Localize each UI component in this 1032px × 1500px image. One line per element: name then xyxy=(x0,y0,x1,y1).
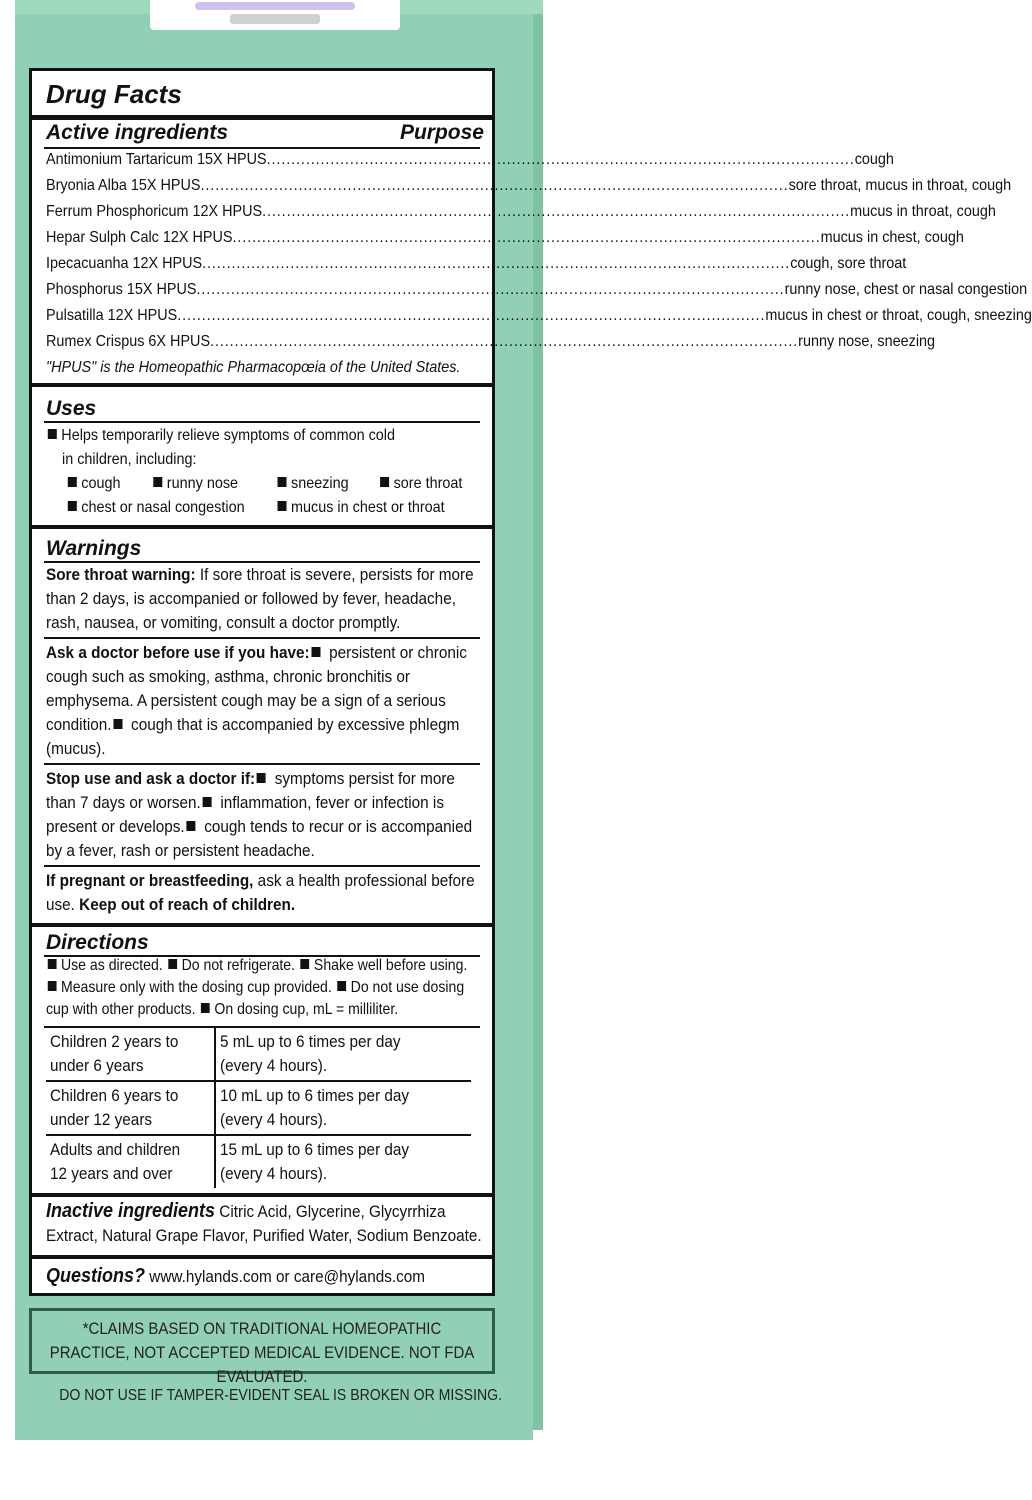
bullet-square xyxy=(68,477,77,487)
ask-doctor-warning xyxy=(46,641,486,761)
section-rule-inactive xyxy=(32,1193,492,1197)
dosage-age xyxy=(46,1135,215,1188)
ingredient-row xyxy=(46,151,894,169)
ingredient-row xyxy=(46,203,996,221)
ask-doctor-text-2: cough that is accompanied by excessive phlegm (mucus). xyxy=(46,715,460,758)
ingredient-row xyxy=(46,281,1028,299)
bullet-square xyxy=(278,501,287,511)
section-rule-directions xyxy=(32,923,492,927)
dosage-age-text: Adults and children 12 years and over xyxy=(50,1140,181,1183)
dosage-age-text: Children 2 years to under 6 years xyxy=(50,1032,179,1075)
warnings-divider-2 xyxy=(44,763,480,765)
symptom-mucus: mucus in chest or throat xyxy=(291,499,445,516)
uses-symptoms-row-1 xyxy=(66,475,506,493)
uses-line-1 xyxy=(46,427,434,445)
warnings-heading: Warnings xyxy=(46,537,142,560)
ingredient-row xyxy=(46,255,907,273)
ingredient-row xyxy=(46,307,1032,325)
leader-dots: ........................................................................................................................ xyxy=(210,333,799,350)
purpose-heading: Purpose xyxy=(399,121,484,144)
sore-throat-warning xyxy=(46,563,486,635)
dosage-age-text: Children 6 years to under 12 years xyxy=(50,1086,179,1129)
direction-1: Use as directed. xyxy=(60,957,163,974)
pregnancy-label: If pregnant or breastfeeding, xyxy=(46,871,254,890)
ask-doctor-text-1: persistent or chronic cough such as smoking, asthma, chronic bronchitis or emphysema. A persistent cough may be a sign of a serious condition. xyxy=(46,643,467,734)
logo-text-mark xyxy=(230,14,320,24)
section-rule-questions xyxy=(32,1255,492,1259)
ingredient-name: Antimonium Tartaricum 15X HPUS xyxy=(46,151,267,168)
ingredients-rule xyxy=(44,147,480,149)
bullet-square xyxy=(311,647,320,657)
ingredient-purpose: cough xyxy=(854,151,894,168)
stop-use-text-3: cough tends to recur or is accompanied by a fever, rash or persistent headache. xyxy=(46,817,473,860)
directions-text xyxy=(46,955,486,1021)
direction-2: Do not refrigerate. xyxy=(181,957,296,974)
ingredient-purpose: cough, sore throat xyxy=(790,255,907,272)
symptom-cough: cough xyxy=(81,475,121,492)
ask-doctor-label: Ask a doctor before use if you have: xyxy=(46,643,310,662)
ingredient-name: Hepar Sulph Calc 12X HPUS xyxy=(46,229,233,246)
dosage-amount-text: 5 mL up to 6 times per day (every 4 hours). xyxy=(220,1032,401,1075)
package-side xyxy=(533,10,543,1430)
ingredient-purpose: mucus in chest, cough xyxy=(820,229,964,246)
inactive-ingredients xyxy=(46,1199,486,1248)
leader-dots: ........................................................................................................................ xyxy=(196,281,785,298)
direction-6: On dosing cup, mL = milliliter. xyxy=(214,1001,399,1018)
symptom-runny-nose: runny nose xyxy=(166,475,239,492)
leader-dots: ........................................................................................................................ xyxy=(177,307,766,324)
bullet-square xyxy=(201,1003,210,1013)
uses-text-1: Helps temporarily relieve symptoms of common cold xyxy=(61,427,396,444)
bullet-square xyxy=(48,981,57,991)
ingredient-name: Phosphorus 15X HPUS xyxy=(46,281,197,298)
ingredient-name: Rumex Crispus 6X HPUS xyxy=(46,333,211,350)
stop-use-text-1: symptoms persist for more than 7 days or worsen. xyxy=(46,769,455,812)
warnings-divider-3 xyxy=(44,865,480,867)
bullet-square xyxy=(203,797,212,807)
dosage-amount xyxy=(215,1135,471,1188)
tamper-text: DO NOT USE IF TAMPER-EVIDENT SEAL IS BROKEN OR MISSING. xyxy=(59,1387,503,1404)
pregnancy-warning xyxy=(46,869,486,917)
leader-dots: ........................................................................................................................ xyxy=(262,203,851,220)
claims-text: *CLAIMS BASED ON TRADITIONAL HOMEOPATHIC PRACTICE, NOT ACCEPTED MEDICAL EVIDENCE. NOT FDA EVALUATED. xyxy=(49,1319,475,1386)
bullet-square xyxy=(113,719,122,729)
questions xyxy=(46,1264,486,1289)
drug-facts-title: Drug Facts xyxy=(46,79,182,109)
symptom-sneezing: sneezing xyxy=(291,475,349,492)
bullet-square xyxy=(257,773,266,783)
logo-swirl xyxy=(195,2,355,10)
bullet-square xyxy=(186,821,195,831)
dosage-amount-text: 15 mL up to 6 times per day (every 4 hours). xyxy=(220,1140,410,1183)
hpus-note-text: "HPUS" is the Homeopathic Pharmacopœia of the United States. xyxy=(46,359,461,376)
title-rule xyxy=(32,115,492,120)
symptom-congestion: chest or nasal congestion xyxy=(81,499,245,516)
bullet-square xyxy=(301,959,310,969)
ingredient-name: Ipecacuanha 12X HPUS xyxy=(46,255,203,272)
bullet-square xyxy=(48,959,57,969)
dosage-amount xyxy=(215,1081,471,1135)
warnings-divider-1 xyxy=(44,637,480,639)
ingredient-name: Ferrum Phosphoricum 12X HPUS xyxy=(46,203,263,220)
brand-logo-strip xyxy=(150,0,400,30)
section-rule-uses xyxy=(32,383,492,387)
leader-dots: ........................................................................................................................ xyxy=(266,151,855,168)
uses-text-2: in children, including: xyxy=(62,451,197,468)
active-ingredients-heading: Active ingredients xyxy=(46,121,229,144)
claims-disclaimer xyxy=(29,1308,495,1386)
ingredient-purpose: runny nose, sneezing xyxy=(798,333,936,350)
dosage-amount-text: 10 mL up to 6 times per day (every 4 hours). xyxy=(220,1086,410,1129)
uses-heading: Uses xyxy=(46,397,97,420)
ingredient-name: Pulsatilla 12X HPUS xyxy=(46,307,178,324)
uses-symptoms-row-2 xyxy=(66,499,487,517)
uses-rule xyxy=(44,421,480,423)
ingredient-purpose: runny nose, chest or nasal congestion xyxy=(784,281,1028,298)
bullet-square xyxy=(48,429,57,439)
pregnancy-text: ask a health professional before use. xyxy=(46,871,475,914)
bullet-square xyxy=(337,981,346,991)
leader-dots: ........................................................................................................................ xyxy=(232,229,821,246)
bullet-square xyxy=(380,477,389,487)
bullet-square xyxy=(68,501,77,511)
sore-throat-label: Sore throat warning: xyxy=(46,565,196,584)
tamper-warning xyxy=(29,1387,503,1405)
bullet-square xyxy=(168,959,177,969)
direction-4: Measure only with the dosing cup provided. xyxy=(60,979,332,996)
ingredient-purpose: sore throat, mucus in throat, cough xyxy=(788,177,1012,194)
sore-throat-text: If sore throat is severe, persists for more than 2 days, is accompanied or followed by fever, headache, rash, nausea, or vomiting, consult a doctor promptly. xyxy=(46,565,474,632)
dosage-amount xyxy=(215,1028,471,1081)
stop-use-label: Stop use and ask a doctor if: xyxy=(46,769,256,788)
dosage-age xyxy=(46,1028,215,1081)
keep-out-of-reach: Keep out of reach of children. xyxy=(74,895,296,914)
questions-heading: Questions? xyxy=(46,1265,146,1287)
leader-dots: ........................................................................................................................ xyxy=(202,255,791,272)
ingredient-name: Bryonia Alba 15X HPUS xyxy=(46,177,201,194)
bullet-square xyxy=(153,477,162,487)
direction-3: Shake well before using. xyxy=(313,957,468,974)
dosage-table xyxy=(46,1028,471,1188)
questions-contact: www.hylands.com or care@hylands.com xyxy=(149,1267,426,1286)
inactive-text: Citric Acid, Glycerine, Glycyrrhiza Extract, Natural Grape Flavor, Purified Water, Sodium Benzoate. xyxy=(46,1202,482,1245)
drug-facts-panel xyxy=(29,68,1032,1296)
uses-line-2 xyxy=(62,451,211,469)
ingredient-row xyxy=(46,229,964,247)
stop-use-warning xyxy=(46,767,486,863)
dosage-row xyxy=(46,1028,471,1081)
direction-5: Do not use dosing cup with other products. xyxy=(46,979,465,1018)
symptom-sore-throat: sore throat xyxy=(393,475,463,492)
bullet-square xyxy=(278,477,287,487)
inactive-heading: Inactive ingredients xyxy=(46,1200,216,1222)
hpus-note xyxy=(46,359,506,377)
leader-dots: ........................................................................................................................ xyxy=(200,177,789,194)
ingredient-purpose: mucus in throat, cough xyxy=(850,203,996,220)
dosage-row xyxy=(46,1081,471,1135)
stop-use-text-2: inflammation, fever or infection is present or develops. xyxy=(46,793,444,836)
dosage-age xyxy=(46,1081,215,1135)
dosage-row xyxy=(46,1135,471,1188)
ingredient-purpose: mucus in chest or throat, cough, sneezing xyxy=(765,307,1032,324)
directions-heading: Directions xyxy=(46,931,149,954)
ingredient-row xyxy=(46,177,1012,195)
ingredient-row xyxy=(46,333,936,351)
section-rule-warnings xyxy=(32,525,492,529)
